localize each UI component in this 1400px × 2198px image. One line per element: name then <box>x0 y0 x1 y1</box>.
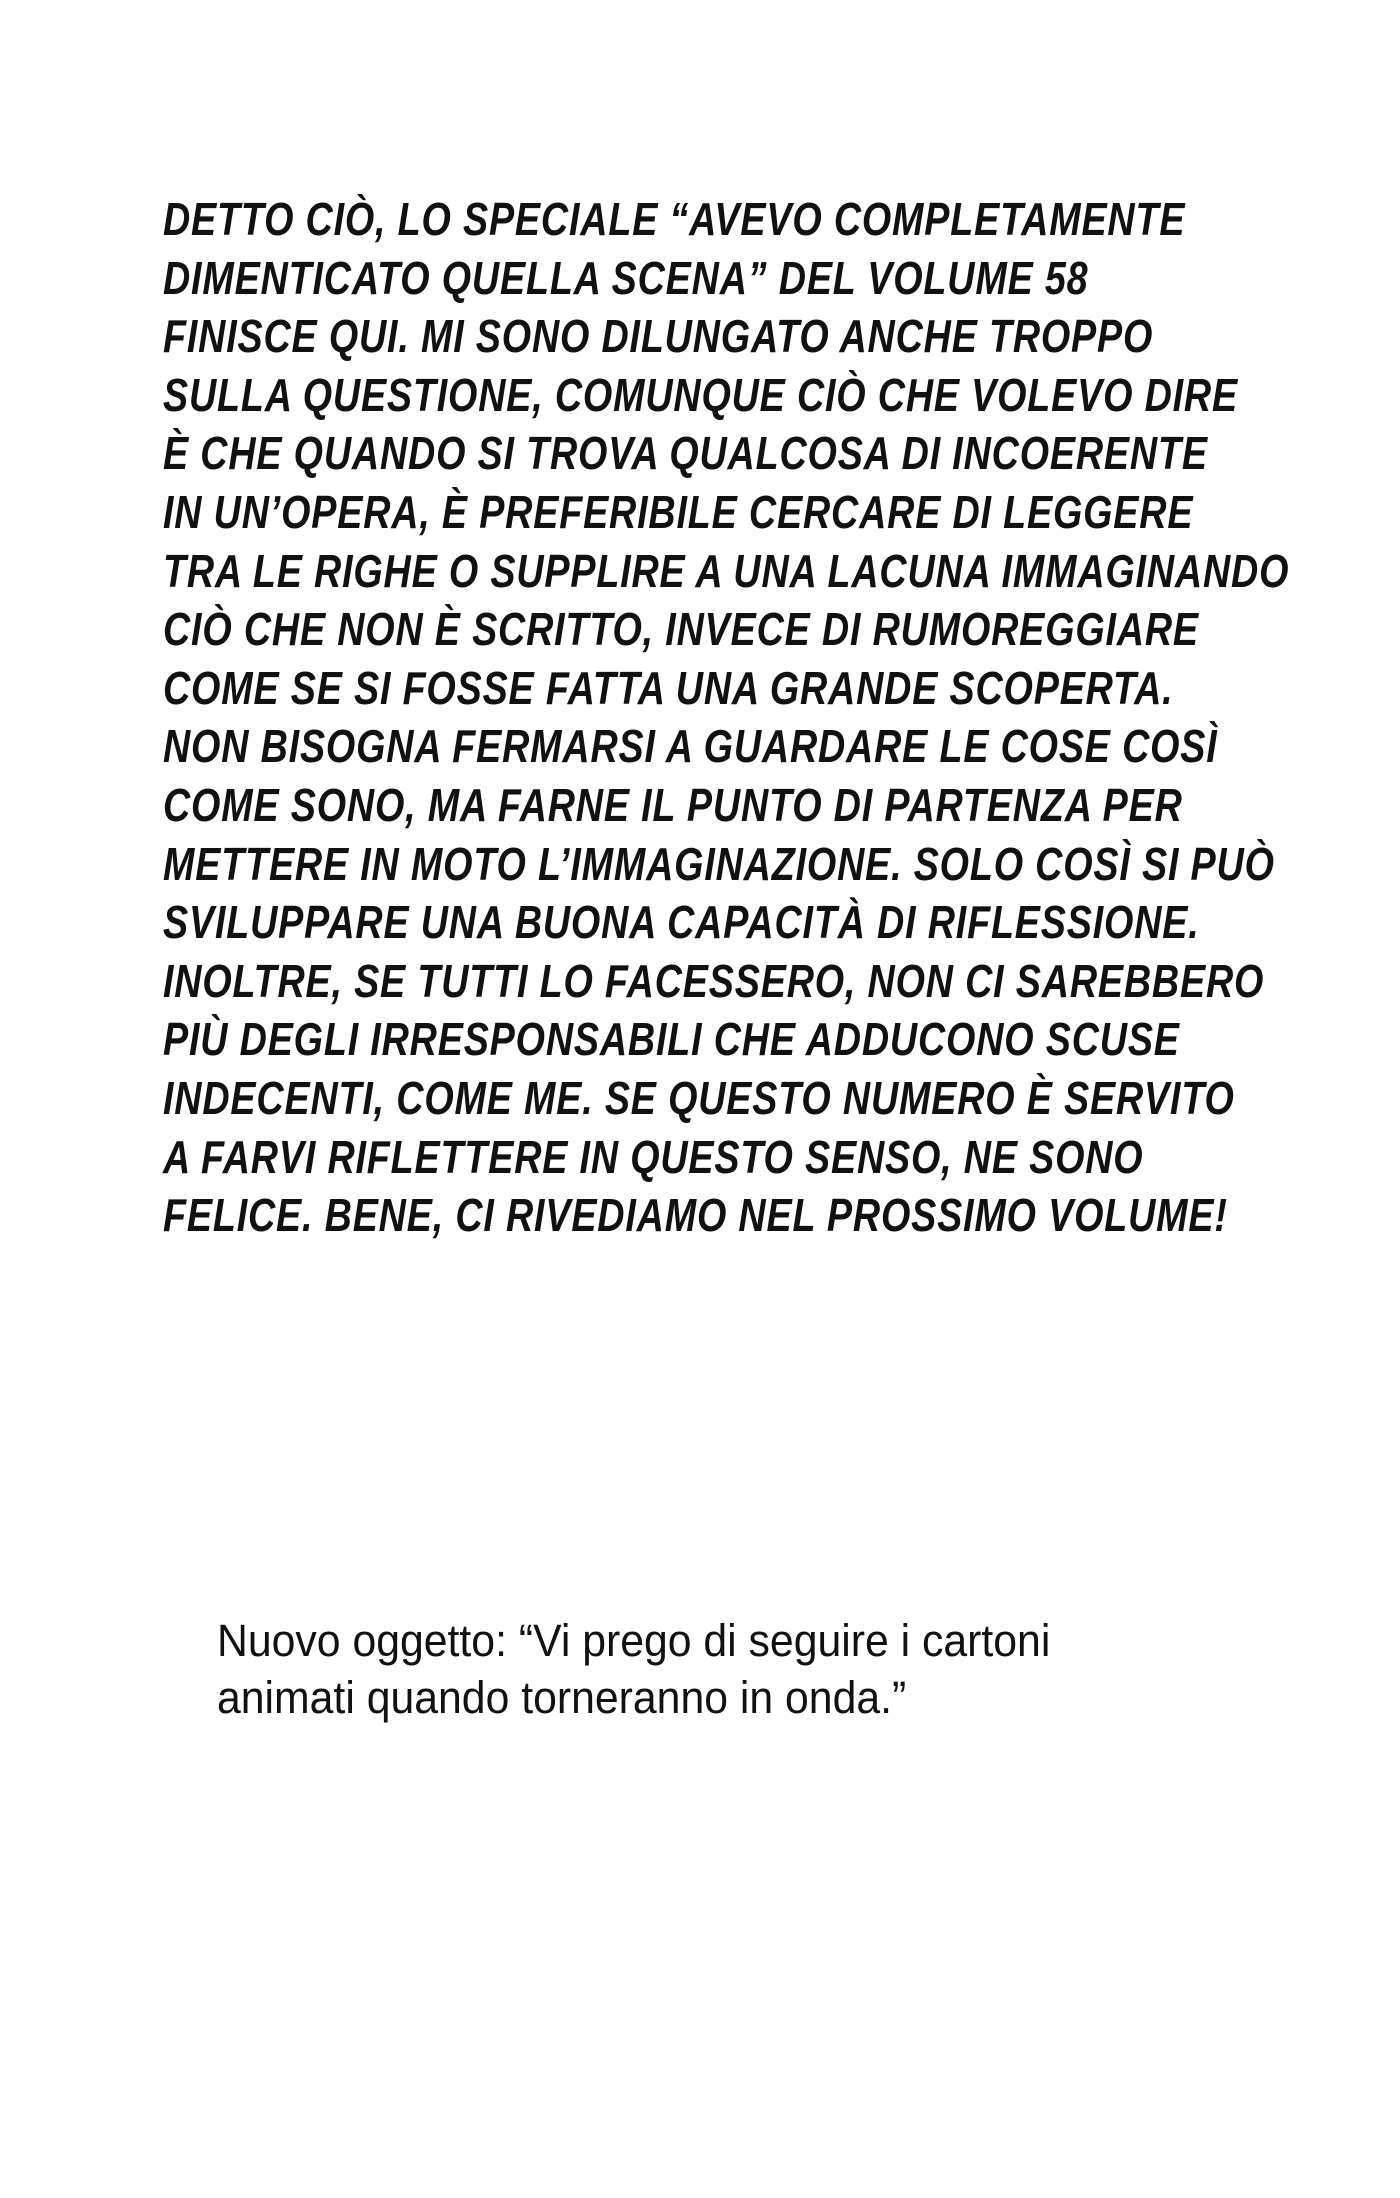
afterword-line: A FARVI RIFLETTERE IN QUESTO SENSO, NE SONO <box>163 1130 1144 1183</box>
afterword-line: SULLA QUESTIONE, COMUNQUE CIÒ CHE VOLEVO DIRE <box>163 368 1238 421</box>
afterword-line: METTERE IN MOTO L’IMMAGINAZIONE. SOLO COSÌ SI PUÒ <box>163 837 1275 890</box>
afterword-line: SVILUPPARE UNA BUONA CAPACITÀ DI RIFLESSIONE. <box>163 896 1200 949</box>
handwritten-afterword <box>163 190 1400 1245</box>
afterword-line: IN UN’OPERA, È PREFERIBILE CERCARE DI LEGGERE <box>163 485 1194 538</box>
afterword-line: COME SONO, MA FARNE IL PUNTO DI PARTENZA PER <box>163 778 1183 831</box>
afterword-line: DETTO CIÒ, LO SPECIALE “AVEVO COMPLETAMENTE <box>163 193 1186 245</box>
afterword-line: NON BISOGNA FERMARSI A GUARDARE LE COSE COSÌ <box>163 720 1218 773</box>
afterword-line: È CHE QUANDO SI TROVA QUALCOSA DI INCOERENTE <box>163 427 1208 480</box>
note-line: Nuovo oggetto: “Vi prego di seguire i cartoni <box>217 1615 1051 1666</box>
note-line: animati quando torneranno in onda.” <box>217 1672 907 1723</box>
afterword-line: DIMENTICATO QUELLA SCENA” DEL VOLUME 58 <box>163 251 1089 304</box>
afterword-line: COME SE SI FOSSE FATTA UNA GRANDE SCOPERTA. <box>163 661 1174 714</box>
afterword-line: CIÒ CHE NON È SCRITTO, INVECE DI RUMOREGGIARE <box>163 603 1199 656</box>
afterword-line: FELICE. BENE, CI RIVEDIAMO NEL PROSSIMO VOLUME! <box>163 1189 1228 1242</box>
afterword-line: TRA LE RIGHE O SUPPLIRE A UNA LACUNA IMMAGINANDO <box>163 544 1290 597</box>
afterword-line: FINISCE QUI. MI SONO DILUNGATO ANCHE TROPPO <box>163 310 1154 363</box>
afterword-line: PIÙ DEGLI IRRESPONSABILI CHE ADDUCONO SCUSE <box>163 1013 1180 1066</box>
afterword-line: INDECENTI, COME ME. SE QUESTO NUMERO È SERVITO <box>163 1071 1235 1124</box>
afterword-line: INOLTRE, SE TUTTI LO FACESSERO, NON CI SAREBBERO <box>163 954 1265 1007</box>
typed-note <box>217 1612 1050 1726</box>
